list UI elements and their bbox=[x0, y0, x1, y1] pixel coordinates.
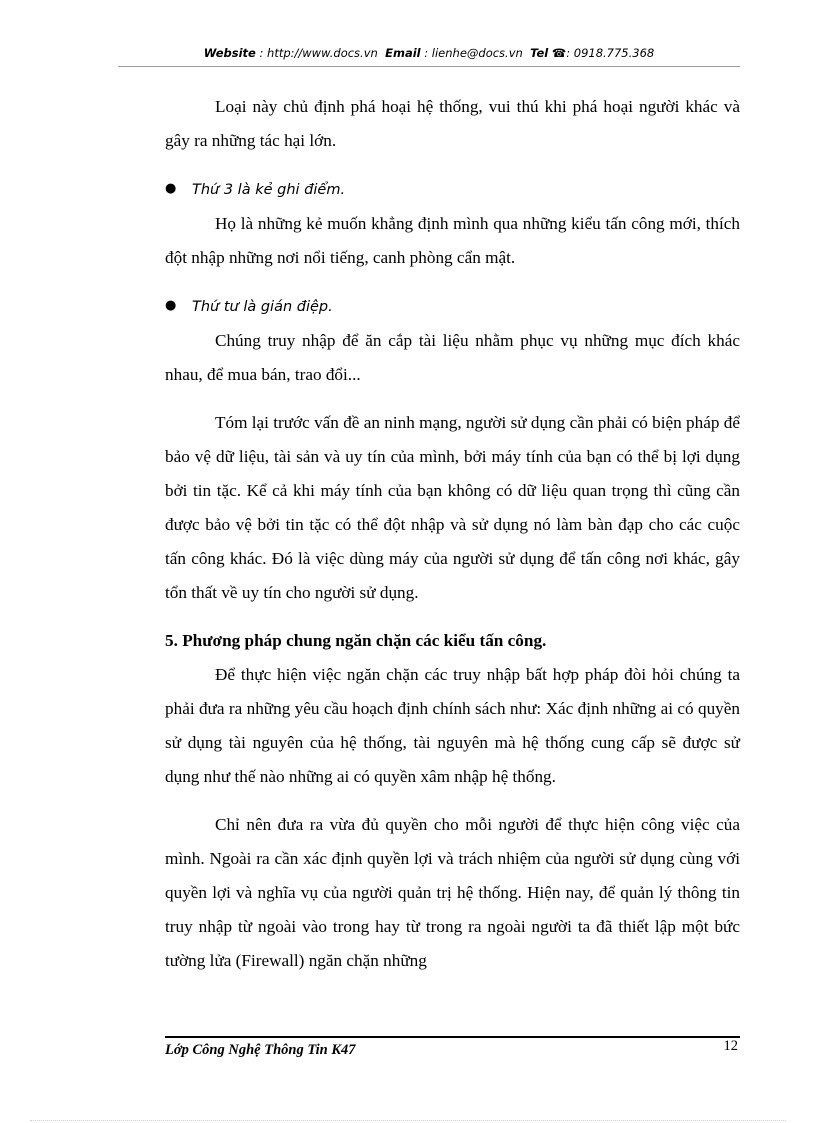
paragraph: Họ là những kẻ muốn khẳng định mình qua những kiểu tấn công mới, thích đột nhập những nơi nổi tiếng, canh phòng cẩn mật. bbox=[165, 214, 740, 267]
footer-class-name: Lớp Công Nghệ Thông Tin K47 bbox=[165, 1042, 356, 1058]
paragraph: Tóm lại trước vấn đề an ninh mạng, người sử dụng cần phải có biện pháp để bảo vệ dữ liệu, tài sản và uy tín của mình, bởi máy tính của bạn có thể bị lợi dụng bởi tin tặc. Kể cả khi máy tính của bạn không có dữ liệu quan trọng thì cũng cần được bảo vệ bởi tin tặc có thể đột nhập và sử dụng nó làm bàn đạp cho các cuộc tấn công khác. Đó là việc dùng máy của người sử dụng để tấn công nơi khác, gây tổn thất về uy tín cho người sử dụng. bbox=[165, 413, 740, 602]
email-address: : lienhe@docs.vn bbox=[424, 46, 523, 60]
header-divider bbox=[118, 66, 740, 67]
paragraph: Chỉ nên đưa ra vừa đủ quyền cho mỗi người để thực hiện công việc của mình. Ngoài ra cần xác định quyền lợi và trách nhiệm của người sử dụng cùng với quyền lợi và nghĩa vụ của người quản trị hệ thống. Hiện nay, để quản lý thông tin truy nhập từ ngoài vào trong hay từ trong ra ngoài người ta đã thiết lập một bức tường lửa (Firewall) ngăn chặn những bbox=[165, 815, 740, 970]
bullet-item: ● Thứ 3 là kẻ ghi điểm. bbox=[165, 172, 740, 207]
tel-label: Tel bbox=[530, 46, 549, 60]
email-label: Email bbox=[385, 46, 421, 60]
paragraph: Chúng truy nhập để ăn cắp tài liệu nhằm phục vụ những mục đích khác nhau, để mua bán, trao đổi... bbox=[165, 331, 740, 384]
page-body bbox=[165, 90, 740, 978]
bullet-icon: ● bbox=[165, 298, 177, 313]
page-header bbox=[118, 46, 740, 60]
website-url: : http://www.docs.vn bbox=[259, 46, 378, 60]
bullet-icon: ● bbox=[165, 181, 177, 196]
page-number: 12 bbox=[723, 1038, 738, 1054]
bullet-item: ● Thứ tư là gián điệp. bbox=[165, 289, 740, 324]
telephone-icon: ☎ bbox=[551, 46, 567, 60]
paragraph: Loại này chủ định phá hoại hệ thống, vui thú khi phá hoại người khác và gây ra những tác hại lớn. bbox=[165, 97, 740, 150]
section-heading: 5. Phương pháp chung ngăn chặn các kiểu tấn công. bbox=[165, 631, 547, 650]
page-bottom-border bbox=[30, 1120, 786, 1121]
website-label: Website bbox=[203, 46, 256, 60]
paragraph: Để thực hiện việc ngăn chặn các truy nhập bất hợp pháp đòi hỏi chúng ta phải đưa ra những yêu cầu hoạch định chính sách như: Xác định những ai có quyền sử dụng tài nguyên của hệ thống, tài nguyên mà hệ thống cung cấp sẽ được sử dụng như thế nào những ai có quyền xâm nhập hệ thống. bbox=[165, 665, 740, 786]
tel-number: : 0918.775.368 bbox=[566, 46, 655, 60]
footer-divider bbox=[165, 1036, 740, 1038]
